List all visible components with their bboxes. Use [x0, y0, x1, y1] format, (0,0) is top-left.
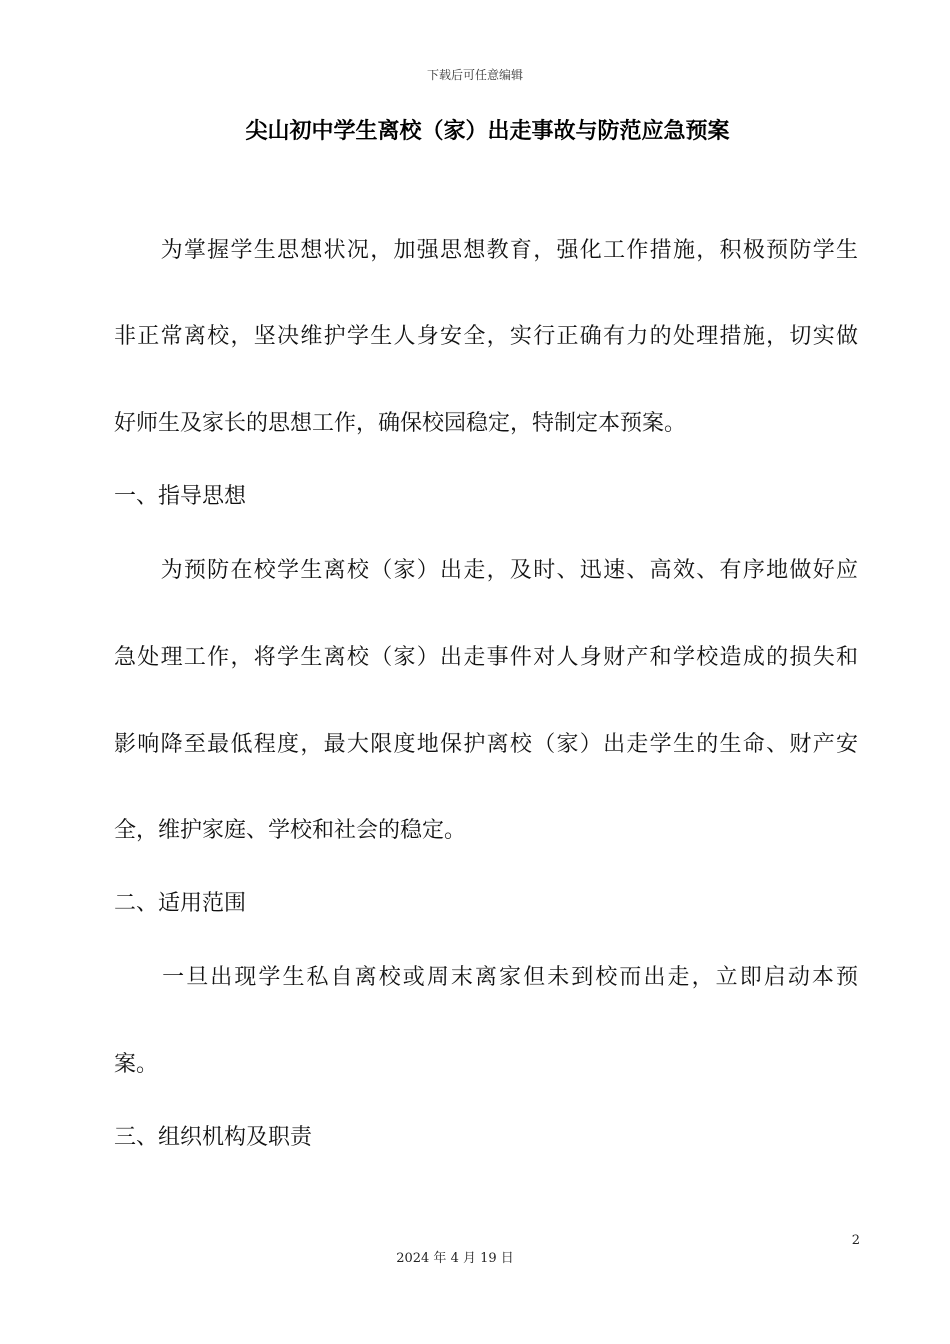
body-line: 为预防在校学生离校（家）出走，及时、迅速、高效、有序地做好应	[114, 558, 858, 583]
document-title: 尖山初中学生离校（家）出走事故与防范应急预案	[245, 119, 730, 144]
body-line: 非正常离校，坚决维护学生人身安全，实行正确有力的处理措施，切实做	[114, 324, 858, 349]
header-note: 下载后可任意编辑	[426, 68, 523, 82]
body-line: 好师生及家长的思想工作，确保校园稳定，特制定本预案。	[114, 411, 687, 436]
body-line: 影响降至最低程度，最大限度地保护离校（家）出走学生的生命、财产安	[114, 732, 858, 757]
section-heading: 一、指导思想	[114, 484, 247, 509]
section-heading: 三、组织机构及职责	[114, 1125, 313, 1150]
section-heading: 二、适用范围	[114, 891, 247, 916]
page-number: 2	[851, 1233, 860, 1248]
body-line: 为掌握学生思想状况，加强思想教育，强化工作措施，积极预防学生	[114, 238, 858, 263]
body-line: 案。	[114, 1052, 159, 1077]
body-line: 一旦出现学生私自离校或周末离家但未到校而出走，立即启动本预	[114, 965, 858, 990]
body-line: 全，维护家庭、学校和社会的稳定。	[114, 818, 467, 843]
body-line: 急处理工作，将学生离校（家）出走事件对人身财产和学校造成的损失和	[114, 645, 858, 670]
footer-date: 2024 年 4 月 19 日	[396, 1251, 514, 1266]
